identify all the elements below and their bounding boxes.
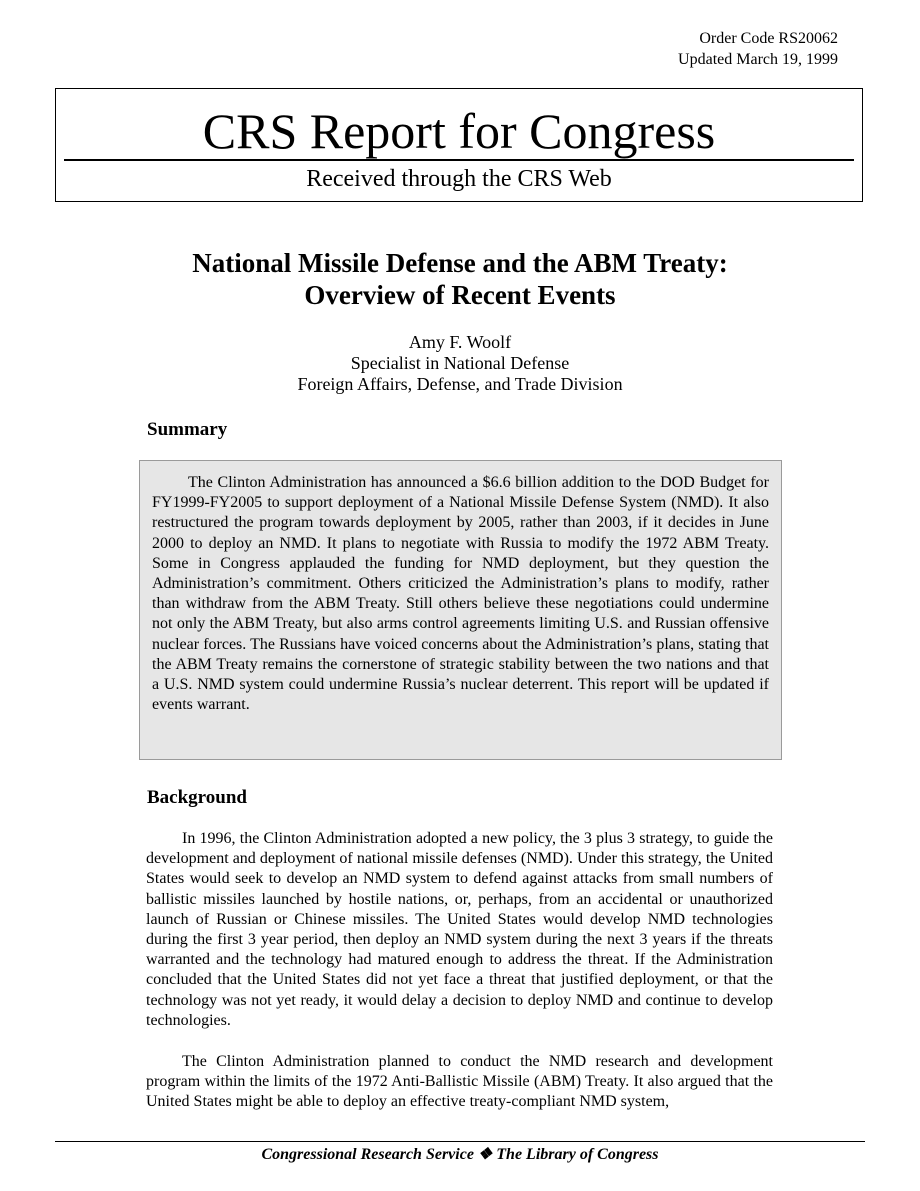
report-header-subtitle: Received through the CRS Web [306, 166, 612, 192]
background-paragraph-1: In 1996, the Clinton Administration adopted a new policy, the 3 plus 3 strategy, to guide the development and deployment of national missile defenses (NMD). Under this strategy, the United States would seek to develop an NMD system to defend against attacks from small numbers of ballistic missiles launched by hostile nations, or, perhaps, from an accidental or unauthorized launch of Russian or Chinese missiles. The United States would develop NMD technologies during the first 3 year period, then deploy an NMD system during the next 3 years if the threats warranted and the technology had matured enough to address the threat. If the Administration concluded that the United States did not yet face a threat that justified deployment, or that the technology was not yet ready, it would delay a decision to deploy NMD and continue to develop technologies. [146, 830, 773, 1029]
background-heading: Background [147, 787, 247, 808]
report-header-title: CRS Report for Congress [202, 103, 716, 159]
order-info [678, 28, 838, 70]
summary-box [139, 460, 782, 760]
report-header [55, 88, 863, 202]
summary-heading: Summary [147, 419, 228, 440]
footer-divider [55, 1141, 865, 1142]
order-code: Order Code RS20062 [699, 30, 838, 47]
footer-text: Congressional Research Service ❖ The Library of Congress [261, 1146, 659, 1163]
document-title [100, 247, 820, 311]
author-position: Specialist in National Defense [350, 353, 570, 373]
author-block [100, 332, 820, 395]
summary-text: The Clinton Administration has announced a $6.6 billion addition to the DOD Budget for FY1999-FY2005 to support deployment of a National Missile Defense System (NMD). It also restructured the program towards deployment by 2005, rather than 2003, if it decides in June 2000 to deploy an NMD. It plans to negotiate with Russia to modify the 1972 ABM Treaty. Some in Congress applauded the funding for NMD deployment, but they question the Administration’s commitment. Others criticized the Administration’s plans to modify, rather than withdraw from the ABM Treaty. Still others believe these negotiations could undermine not only the ABM Treaty, but also arms control agreements limiting U.S. and Russian offensive nuclear forces. The Russians have voiced concerns about the Administration’s plans, stating that the ABM Treaty remains the cornerstone of strategic stability between the two nations and that a U.S. NMD system could undermine Russia’s nuclear deterrent. This report will be updated if events warrant. [152, 474, 769, 714]
document-title-line1: National Missile Defense and the ABM Treaty: [192, 248, 728, 278]
header-divider [64, 159, 854, 161]
author-division: Foreign Affairs, Defense, and Trade Division [297, 374, 623, 394]
background-paragraph-2: The Clinton Administration planned to conduct the NMD research and development program within the limits of the 1972 Anti-Ballistic Missile (ABM) Treaty. It also argued that the United States might be able to deploy an effective treaty-compliant NMD system, [146, 1053, 773, 1111]
author-name: Amy F. Woolf [408, 332, 512, 352]
document-title-line2: Overview of Recent Events [304, 280, 616, 310]
updated-date: Updated March 19, 1999 [678, 51, 838, 68]
